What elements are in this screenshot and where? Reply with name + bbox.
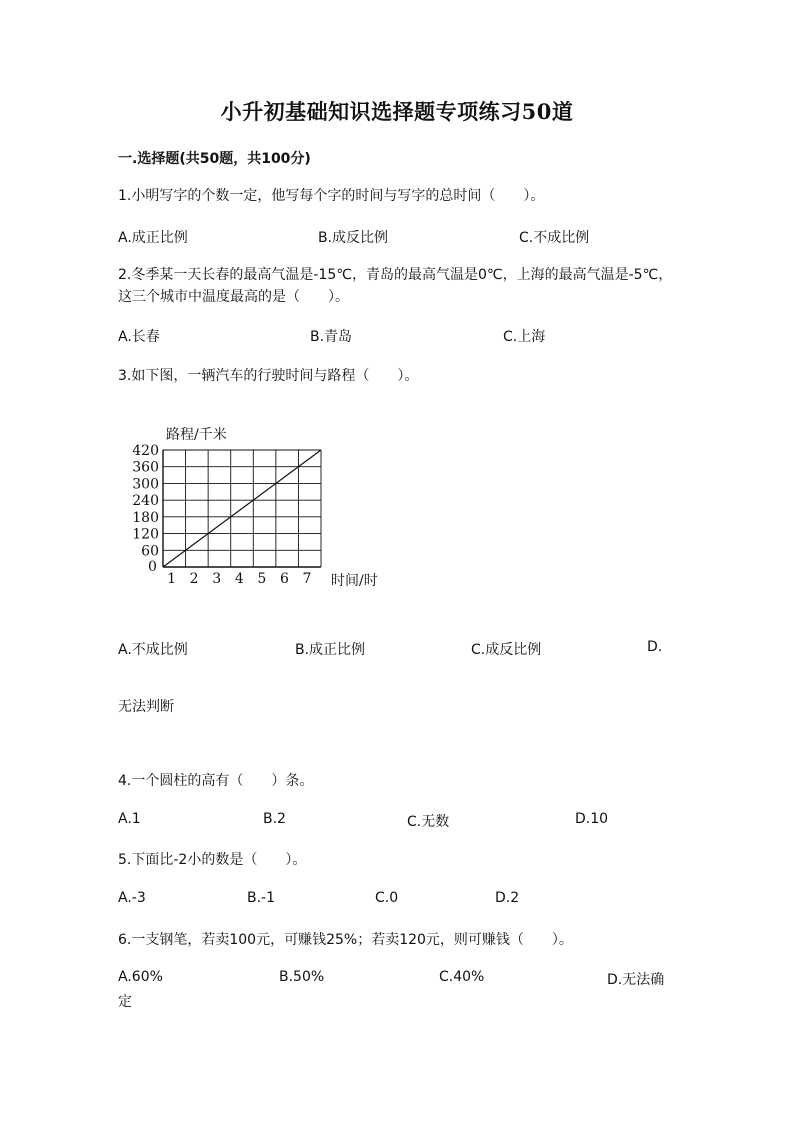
question-2: 2.冬季某一天长春的最高气温是-15℃，青岛的最高气温是0℃，上海的最高气温是-5℃，这三个城市中温度最高的是（ ）。 xyxy=(118,267,673,305)
y-tick-label: 240 xyxy=(132,493,159,510)
q3-option-d[interactable]: D. xyxy=(647,639,663,655)
q5-option-c[interactable]: C.0 xyxy=(375,890,399,906)
question-4: 4.一个圆柱的高有（ ）条。 xyxy=(118,773,314,789)
q5-option-b[interactable]: B.-1 xyxy=(247,890,276,906)
x-axis-label: 时间/时 xyxy=(331,573,378,589)
y-axis-label: 路程/千米 xyxy=(166,427,227,443)
q2-option-b[interactable]: B.青岛 xyxy=(310,329,353,345)
y-tick-label: 420 xyxy=(132,443,159,459)
x-tick-label: 3 xyxy=(212,571,222,587)
y-tick-label: 360 xyxy=(132,459,159,476)
question-5: 5.下面比-2小的数是（ ）。 xyxy=(118,852,307,868)
q3-option-c[interactable]: C.成反比例 xyxy=(471,642,542,658)
question-6: 6.一支钢笔，若卖100元，可赚钱25%；若卖120元，则可赚钱（ ）。 xyxy=(118,932,573,948)
distance-line xyxy=(163,450,321,567)
q6-option-d[interactable]: D.无法确 xyxy=(607,972,665,988)
q6-option-d-continued: 定 xyxy=(118,994,132,1010)
y-tick-label: 120 xyxy=(132,526,159,543)
q3-option-b[interactable]: B.成正比例 xyxy=(295,642,366,658)
q1-option-c[interactable]: C.不成比例 xyxy=(519,230,590,246)
q3-option-d-continued: 无法判断 xyxy=(118,699,174,715)
x-tick-label: 4 xyxy=(234,571,244,587)
q4-option-b[interactable]: B.2 xyxy=(263,811,286,827)
section-heading: 一.选择题(共50题，共100分) xyxy=(118,151,311,167)
q2-option-c[interactable]: C.上海 xyxy=(503,329,546,345)
q5-option-d[interactable]: D.2 xyxy=(495,890,520,906)
page-title: 小升初基础知识选择题专项练习50道 xyxy=(220,99,574,124)
q2-option-a[interactable]: A.长春 xyxy=(118,329,160,345)
q3-option-a[interactable]: A.不成比例 xyxy=(118,642,188,658)
q4-option-c[interactable]: C.无数 xyxy=(407,814,450,830)
q1-option-b[interactable]: B.成反比例 xyxy=(318,230,389,246)
q6-option-a[interactable]: A.60% xyxy=(118,969,163,985)
q4-option-a[interactable]: A.1 xyxy=(118,811,141,827)
x-tick-label: 1 xyxy=(167,571,177,587)
distance-time-graph xyxy=(118,415,408,595)
y-tick-label: 300 xyxy=(132,476,159,493)
q6-option-c[interactable]: C.40% xyxy=(439,969,485,985)
q5-option-a[interactable]: A.-3 xyxy=(118,890,146,906)
q1-option-a[interactable]: A.成正比例 xyxy=(118,230,188,246)
x-tick-label: 5 xyxy=(257,571,267,587)
y-tick-label: 180 xyxy=(132,509,159,526)
y-tick-label: 60 xyxy=(141,543,159,560)
q6-option-b[interactable]: B.50% xyxy=(279,969,325,985)
x-tick-label: 6 xyxy=(279,571,289,587)
origin-label: 0 xyxy=(148,559,157,575)
x-tick-label: 2 xyxy=(189,571,199,587)
question-1: 1.小明写字的个数一定，他写每个字的时间与写字的总时间（ ）。 xyxy=(118,188,545,204)
question-3: 3.如下图，一辆汽车的行驶时间与路程（ ）。 xyxy=(118,368,419,384)
x-tick-label: 7 xyxy=(302,571,312,587)
q4-option-d[interactable]: D.10 xyxy=(575,811,609,827)
